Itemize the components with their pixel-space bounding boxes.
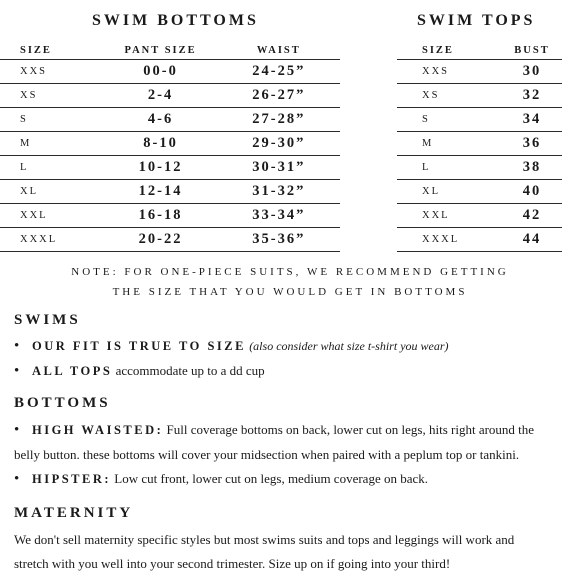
value-cell: 27-28”: [252, 111, 306, 127]
value-cell: 30: [522, 63, 542, 79]
size-cell: M: [422, 138, 434, 149]
value-cell: 42: [522, 207, 542, 223]
column-header: PANT SIZE: [124, 44, 197, 56]
swim-tops-title: SWIM TOPS: [417, 12, 536, 29]
value-cell: 10-12: [138, 159, 183, 175]
size-cell: S: [20, 114, 28, 125]
bullet-icon: •: [14, 422, 20, 438]
hipster-text: Low cut front, lower cut on legs, medium coverage on back.: [114, 471, 429, 486]
bullet-icon: •: [14, 471, 20, 487]
value-cell: 31-32”: [252, 183, 306, 199]
one-piece-note: [0, 262, 580, 302]
value-cell: 36: [522, 135, 542, 151]
value-cell: 29-30”: [252, 135, 306, 151]
maternity-line: stretch with you well into your second trimester. Size up on if going into your third!: [14, 556, 451, 571]
size-cell: S: [422, 114, 430, 125]
bullet-icon: •: [14, 363, 20, 379]
maternity-heading: MATERNITY: [14, 505, 134, 521]
size-charts: [0, 0, 580, 250]
value-cell: 2-4: [147, 87, 174, 103]
table-row: [0, 228, 340, 252]
column-header: SIZE: [20, 44, 52, 56]
value-cell: 34: [522, 111, 542, 127]
maternity-line: We don't sell maternity specific styles but most swims suits and tops and leggings will work and: [14, 532, 515, 547]
column-header: SIZE: [422, 44, 454, 56]
table-row: [0, 132, 340, 156]
table-row: [397, 108, 562, 132]
column-header: WAIST: [256, 44, 301, 56]
size-cell: XXL: [422, 210, 450, 221]
table-row: [0, 84, 340, 108]
swims-fit-item: [14, 333, 570, 359]
value-cell: 30-31”: [252, 159, 306, 175]
swims-heading: SWIMS: [14, 312, 81, 328]
value-cell: 12-14: [138, 183, 183, 199]
value-cell: 40: [522, 183, 542, 199]
size-cell: L: [422, 162, 431, 173]
value-cell: 20-22: [138, 231, 183, 247]
tops-lead: ALL TOPS: [32, 364, 113, 378]
high-waisted-text: Full coverage bottoms on back, lower cut on legs, hits right around the: [166, 422, 535, 437]
note-line: NOTE: FOR ONE-PIECE SUITS, WE RECOMMEND GETTING: [71, 266, 509, 278]
table-row: [0, 204, 340, 228]
fit-note: (also consider what size t-shirt you wear): [249, 339, 449, 353]
value-cell: 32: [522, 87, 542, 103]
swims-tops-item: [14, 358, 570, 384]
table-row: [397, 132, 562, 156]
table-row: [397, 60, 562, 84]
table-row: [397, 204, 562, 228]
size-cell: XXXL: [422, 234, 460, 245]
value-cell: 24-25”: [252, 63, 306, 79]
tops-text: accommodate up to a dd cup: [115, 363, 265, 378]
table-row: [0, 156, 340, 180]
swim-bottoms-title: SWIM BOTTOMS: [92, 12, 259, 29]
value-cell: 33-34”: [252, 207, 306, 223]
bottoms-heading: BOTTOMS: [14, 395, 111, 411]
value-cell: 8-10: [143, 135, 178, 151]
size-cell: XS: [422, 90, 440, 101]
fit-lead: OUR FIT IS TRUE TO SIZE: [32, 339, 246, 353]
table-row: [0, 180, 340, 204]
swim-bottoms-table: [0, 41, 340, 252]
table-row: [397, 228, 562, 252]
swim-tops-table: [397, 41, 562, 252]
table-row: [397, 84, 562, 108]
size-cell: XXL: [20, 210, 48, 221]
value-cell: 4-6: [147, 111, 174, 127]
table-row: [397, 180, 562, 204]
table-row: [0, 108, 340, 132]
size-cell: XXS: [422, 66, 450, 77]
high-waisted-lead: HIGH WAISTED:: [32, 423, 164, 437]
hipster-item: [14, 466, 570, 492]
size-cell: XXS: [20, 66, 48, 77]
table-row: [397, 156, 562, 180]
value-cell: 35-36”: [252, 231, 306, 247]
size-cell: M: [20, 138, 32, 149]
bullet-icon: •: [14, 338, 20, 354]
high-waisted-item: [14, 417, 570, 443]
table-row: [0, 60, 340, 84]
column-header: BUST: [514, 44, 550, 56]
value-cell: 16-18: [138, 207, 183, 223]
size-cell: L: [20, 162, 29, 173]
size-cell: XL: [422, 186, 440, 197]
high-waisted-text-cont: belly button. these bottoms will cover your midsection when paired with a peplum top or tankini.: [14, 447, 520, 462]
value-cell: 44: [522, 231, 542, 247]
size-cell: XL: [20, 186, 38, 197]
value-cell: 26-27”: [252, 87, 306, 103]
value-cell: 38: [522, 159, 542, 175]
hipster-lead: HIPSTER:: [32, 472, 112, 486]
note-line: THE SIZE THAT YOU WOULD GET IN BOTTOMS: [112, 286, 468, 298]
size-cell: XS: [20, 90, 38, 101]
size-cell: XXXL: [20, 234, 58, 245]
value-cell: 00-0: [143, 63, 178, 79]
